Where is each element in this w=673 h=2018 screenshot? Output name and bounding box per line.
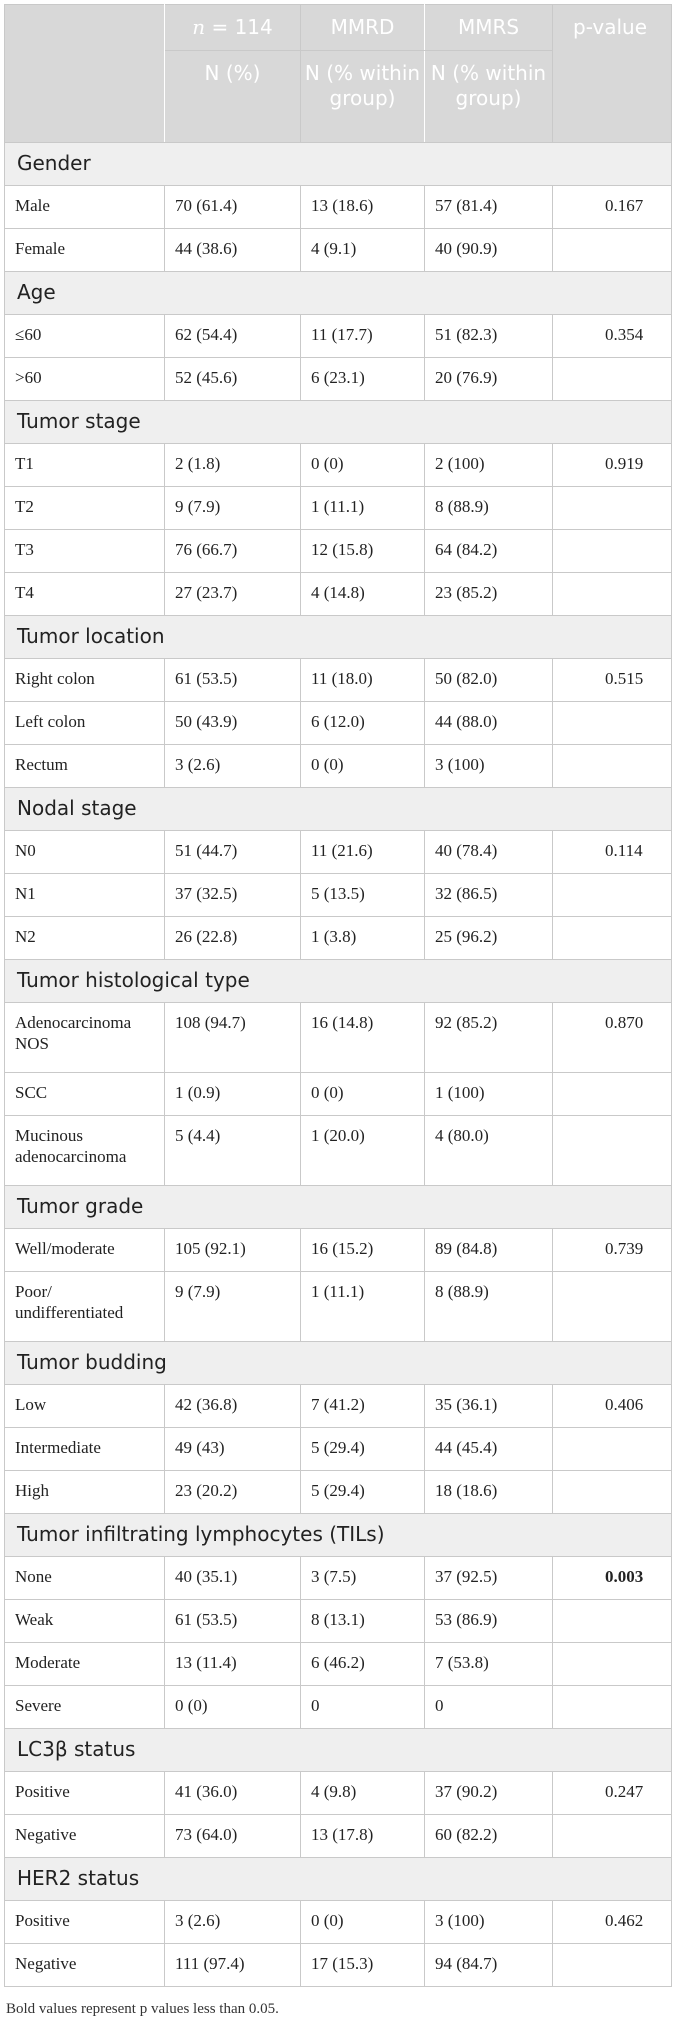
cell-mmrs: 25 (96.2) [425, 917, 553, 960]
cell-p-value: 0.247 [553, 1772, 672, 1815]
table-container [4, 4, 671, 2018]
cell-n: 5 (4.4) [165, 1116, 301, 1186]
section-title: LC3β status [5, 1729, 672, 1772]
row-label: Poor/ undifferentiated [5, 1272, 165, 1342]
row-label: ≤60 [5, 315, 165, 358]
table-body [5, 143, 672, 1987]
cell-mmrs: 4 (80.0) [425, 1116, 553, 1186]
cell-mmrd: 8 (13.1) [301, 1600, 425, 1643]
cell-mmrd: 0 (0) [301, 745, 425, 788]
cell-n: 13 (11.4) [165, 1643, 301, 1686]
row-label: N1 [5, 874, 165, 917]
cell-mmrd: 11 (17.7) [301, 315, 425, 358]
table-row [5, 702, 672, 745]
cell-mmrs: 92 (85.2) [425, 1003, 553, 1073]
section-title: Tumor histological type [5, 960, 672, 1003]
cell-mmrd: 5 (29.4) [301, 1471, 425, 1514]
cell-n: 9 (7.9) [165, 487, 301, 530]
cell-p-value [553, 1643, 672, 1686]
cell-mmrs: 3 (100) [425, 745, 553, 788]
cell-n: 26 (22.8) [165, 917, 301, 960]
cell-p-value: 0.919 [553, 444, 672, 487]
section-row [5, 1858, 672, 1901]
header-p-value: p-value [553, 5, 672, 143]
cell-mmrs: 40 (90.9) [425, 229, 553, 272]
section-title: Gender [5, 143, 672, 186]
row-label: Well/moderate [5, 1229, 165, 1272]
section-title: Tumor budding [5, 1342, 672, 1385]
table-row [5, 530, 672, 573]
cell-mmrd: 7 (41.2) [301, 1385, 425, 1428]
table-row [5, 573, 672, 616]
table-row [5, 229, 672, 272]
table-row [5, 358, 672, 401]
cell-mmrs: 50 (82.0) [425, 659, 553, 702]
cell-n: 105 (92.1) [165, 1229, 301, 1272]
cell-mmrs: 18 (18.6) [425, 1471, 553, 1514]
cell-p-value [553, 1686, 672, 1729]
cell-mmrs: 0 [425, 1686, 553, 1729]
cell-p-value: 0.406 [553, 1385, 672, 1428]
cell-p-value [553, 358, 672, 401]
cell-p-value [553, 874, 672, 917]
section-row [5, 788, 672, 831]
cell-n: 23 (20.2) [165, 1471, 301, 1514]
row-label: Female [5, 229, 165, 272]
row-label: T1 [5, 444, 165, 487]
cell-mmrd: 0 (0) [301, 444, 425, 487]
cell-p-value: 0.003 [553, 1557, 672, 1600]
header-mmrs: MMRS [425, 5, 553, 51]
cell-mmrs: 3 (100) [425, 1901, 553, 1944]
table-row [5, 444, 672, 487]
cell-mmrd: 12 (15.8) [301, 530, 425, 573]
table-row [5, 487, 672, 530]
row-label: Male [5, 186, 165, 229]
footnote: Bold values represent p values less than 0.05. [6, 2001, 279, 2017]
cell-mmrs: 44 (45.4) [425, 1428, 553, 1471]
table-row [5, 1772, 672, 1815]
section-title: HER2 status [5, 1858, 672, 1901]
section-row [5, 272, 672, 315]
cell-mmrd: 0 [301, 1686, 425, 1729]
row-label: Negative [5, 1944, 165, 1987]
results-table [4, 4, 672, 1987]
cell-mmrs: 8 (88.9) [425, 487, 553, 530]
cell-mmrd: 6 (46.2) [301, 1643, 425, 1686]
cell-n: 3 (2.6) [165, 1901, 301, 1944]
table-row [5, 1272, 672, 1342]
cell-mmrs: 8 (88.9) [425, 1272, 553, 1342]
row-label: None [5, 1557, 165, 1600]
header-sub-n: N (%) [165, 51, 301, 143]
row-label: Positive [5, 1901, 165, 1944]
section-row [5, 1186, 672, 1229]
row-label: Intermediate [5, 1428, 165, 1471]
table-row [5, 659, 672, 702]
table-row [5, 1428, 672, 1471]
cell-mmrs: 60 (82.2) [425, 1815, 553, 1858]
cell-n: 3 (2.6) [165, 745, 301, 788]
section-title: Tumor stage [5, 401, 672, 444]
header-row [5, 5, 672, 51]
table-row [5, 831, 672, 874]
row-label: Negative [5, 1815, 165, 1858]
cell-mmrd: 6 (23.1) [301, 358, 425, 401]
section-title: Tumor infiltrating lymphocytes (TILs) [5, 1514, 672, 1557]
section-row [5, 401, 672, 444]
cell-mmrs: 2 (100) [425, 444, 553, 487]
cell-n: 41 (36.0) [165, 1772, 301, 1815]
cell-n: 42 (36.8) [165, 1385, 301, 1428]
cell-p-value [553, 917, 672, 960]
cell-mmrd: 6 (12.0) [301, 702, 425, 745]
cell-n: 2 (1.8) [165, 444, 301, 487]
header-sub-mmrs: N (% within group) [425, 51, 553, 143]
cell-p-value [553, 702, 672, 745]
table-row [5, 1116, 672, 1186]
cell-mmrd: 4 (14.8) [301, 573, 425, 616]
cell-p-value: 0.462 [553, 1901, 672, 1944]
row-label: N2 [5, 917, 165, 960]
cell-n: 9 (7.9) [165, 1272, 301, 1342]
row-label: SCC [5, 1073, 165, 1116]
cell-mmrd: 13 (17.8) [301, 1815, 425, 1858]
cell-mmrs: 1 (100) [425, 1073, 553, 1116]
cell-mmrd: 1 (20.0) [301, 1116, 425, 1186]
cell-mmrs: 57 (81.4) [425, 186, 553, 229]
cell-n: 37 (32.5) [165, 874, 301, 917]
row-label: Moderate [5, 1643, 165, 1686]
table-row [5, 874, 672, 917]
cell-n: 1 (0.9) [165, 1073, 301, 1116]
row-label: >60 [5, 358, 165, 401]
cell-p-value [553, 1073, 672, 1116]
row-label: High [5, 1471, 165, 1514]
header-n-symbol: n [192, 15, 206, 39]
table-row [5, 1643, 672, 1686]
cell-mmrd: 11 (21.6) [301, 831, 425, 874]
row-label: Adenocarcinoma NOS [5, 1003, 165, 1073]
section-title: Age [5, 272, 672, 315]
cell-p-value [553, 1272, 672, 1342]
section-row [5, 1729, 672, 1772]
header-blank-cell [5, 5, 165, 143]
cell-p-value [553, 1471, 672, 1514]
cell-mmrd: 0 (0) [301, 1073, 425, 1116]
cell-n: 61 (53.5) [165, 1600, 301, 1643]
cell-mmrd: 16 (15.2) [301, 1229, 425, 1272]
cell-p-value [553, 1944, 672, 1987]
cell-mmrs: 64 (84.2) [425, 530, 553, 573]
row-label: Rectum [5, 745, 165, 788]
table-row [5, 745, 672, 788]
header-mmrd: MMRD [301, 5, 425, 51]
table-row [5, 1229, 672, 1272]
cell-mmrd: 17 (15.3) [301, 1944, 425, 1987]
table-row [5, 1944, 672, 1987]
cell-p-value [553, 1428, 672, 1471]
cell-n: 51 (44.7) [165, 831, 301, 874]
cell-mmrs: 89 (84.8) [425, 1229, 553, 1272]
row-label: Severe [5, 1686, 165, 1729]
section-row [5, 960, 672, 1003]
cell-mmrd: 13 (18.6) [301, 186, 425, 229]
cell-p-value [553, 530, 672, 573]
row-label: Weak [5, 1600, 165, 1643]
cell-n: 108 (94.7) [165, 1003, 301, 1073]
cell-mmrs: 94 (84.7) [425, 1944, 553, 1987]
cell-n: 111 (97.4) [165, 1944, 301, 1987]
row-label: N0 [5, 831, 165, 874]
cell-p-value: 0.114 [553, 831, 672, 874]
section-row [5, 1514, 672, 1557]
cell-n: 70 (61.4) [165, 186, 301, 229]
row-label: T2 [5, 487, 165, 530]
cell-p-value: 0.515 [553, 659, 672, 702]
cell-n: 52 (45.6) [165, 358, 301, 401]
cell-n: 62 (54.4) [165, 315, 301, 358]
cell-mmrs: 37 (90.2) [425, 1772, 553, 1815]
cell-p-value: 0.870 [553, 1003, 672, 1073]
table-row [5, 186, 672, 229]
cell-mmrd: 5 (29.4) [301, 1428, 425, 1471]
cell-mmrd: 3 (7.5) [301, 1557, 425, 1600]
cell-p-value [553, 487, 672, 530]
table-row [5, 1901, 672, 1944]
cell-p-value [553, 229, 672, 272]
row-label: Low [5, 1385, 165, 1428]
row-label: Positive [5, 1772, 165, 1815]
table-row [5, 1600, 672, 1643]
cell-mmrd: 0 (0) [301, 1901, 425, 1944]
cell-p-value [553, 1815, 672, 1858]
cell-mmrs: 32 (86.5) [425, 874, 553, 917]
cell-mmrs: 20 (76.9) [425, 358, 553, 401]
table-row [5, 1471, 672, 1514]
cell-p-value [553, 573, 672, 616]
section-row [5, 1342, 672, 1385]
section-title: Tumor location [5, 616, 672, 659]
cell-mmrd: 11 (18.0) [301, 659, 425, 702]
cell-mmrs: 44 (88.0) [425, 702, 553, 745]
cell-mmrs: 53 (86.9) [425, 1600, 553, 1643]
section-row [5, 143, 672, 186]
cell-mmrs: 7 (53.8) [425, 1643, 553, 1686]
cell-mmrs: 51 (82.3) [425, 315, 553, 358]
table-row [5, 1003, 672, 1073]
cell-n: 40 (35.1) [165, 1557, 301, 1600]
table-row [5, 1815, 672, 1858]
table-row [5, 315, 672, 358]
header-n-value: = 114 [211, 15, 273, 39]
cell-mmrd: 1 (3.8) [301, 917, 425, 960]
cell-n: 73 (64.0) [165, 1815, 301, 1858]
cell-p-value [553, 1600, 672, 1643]
table-row [5, 917, 672, 960]
table-row [5, 1557, 672, 1600]
cell-mmrd: 4 (9.1) [301, 229, 425, 272]
section-row [5, 616, 672, 659]
cell-n: 0 (0) [165, 1686, 301, 1729]
cell-n: 76 (66.7) [165, 530, 301, 573]
cell-p-value [553, 745, 672, 788]
cell-mmrs: 23 (85.2) [425, 573, 553, 616]
row-label: Right colon [5, 659, 165, 702]
cell-n: 61 (53.5) [165, 659, 301, 702]
cell-mmrd: 5 (13.5) [301, 874, 425, 917]
cell-p-value [553, 1116, 672, 1186]
row-label: T3 [5, 530, 165, 573]
cell-mmrd: 1 (11.1) [301, 487, 425, 530]
header-sub-mmrd: N (% within group) [301, 51, 425, 143]
cell-n: 27 (23.7) [165, 573, 301, 616]
cell-n: 44 (38.6) [165, 229, 301, 272]
section-title: Tumor grade [5, 1186, 672, 1229]
cell-p-value: 0.167 [553, 186, 672, 229]
row-label: Left colon [5, 702, 165, 745]
cell-mmrd: 4 (9.8) [301, 1772, 425, 1815]
cell-mmrs: 40 (78.4) [425, 831, 553, 874]
cell-n: 49 (43) [165, 1428, 301, 1471]
table-row [5, 1385, 672, 1428]
header-n-total [165, 5, 301, 51]
row-label: Mucinous adenocarcinoma [5, 1116, 165, 1186]
cell-p-value: 0.354 [553, 315, 672, 358]
cell-mmrs: 35 (36.1) [425, 1385, 553, 1428]
cell-mmrd: 16 (14.8) [301, 1003, 425, 1073]
cell-p-value: 0.739 [553, 1229, 672, 1272]
row-label: T4 [5, 573, 165, 616]
cell-mmrs: 37 (92.5) [425, 1557, 553, 1600]
cell-mmrd: 1 (11.1) [301, 1272, 425, 1342]
cell-n: 50 (43.9) [165, 702, 301, 745]
table-row [5, 1686, 672, 1729]
section-title: Nodal stage [5, 788, 672, 831]
table-row [5, 1073, 672, 1116]
